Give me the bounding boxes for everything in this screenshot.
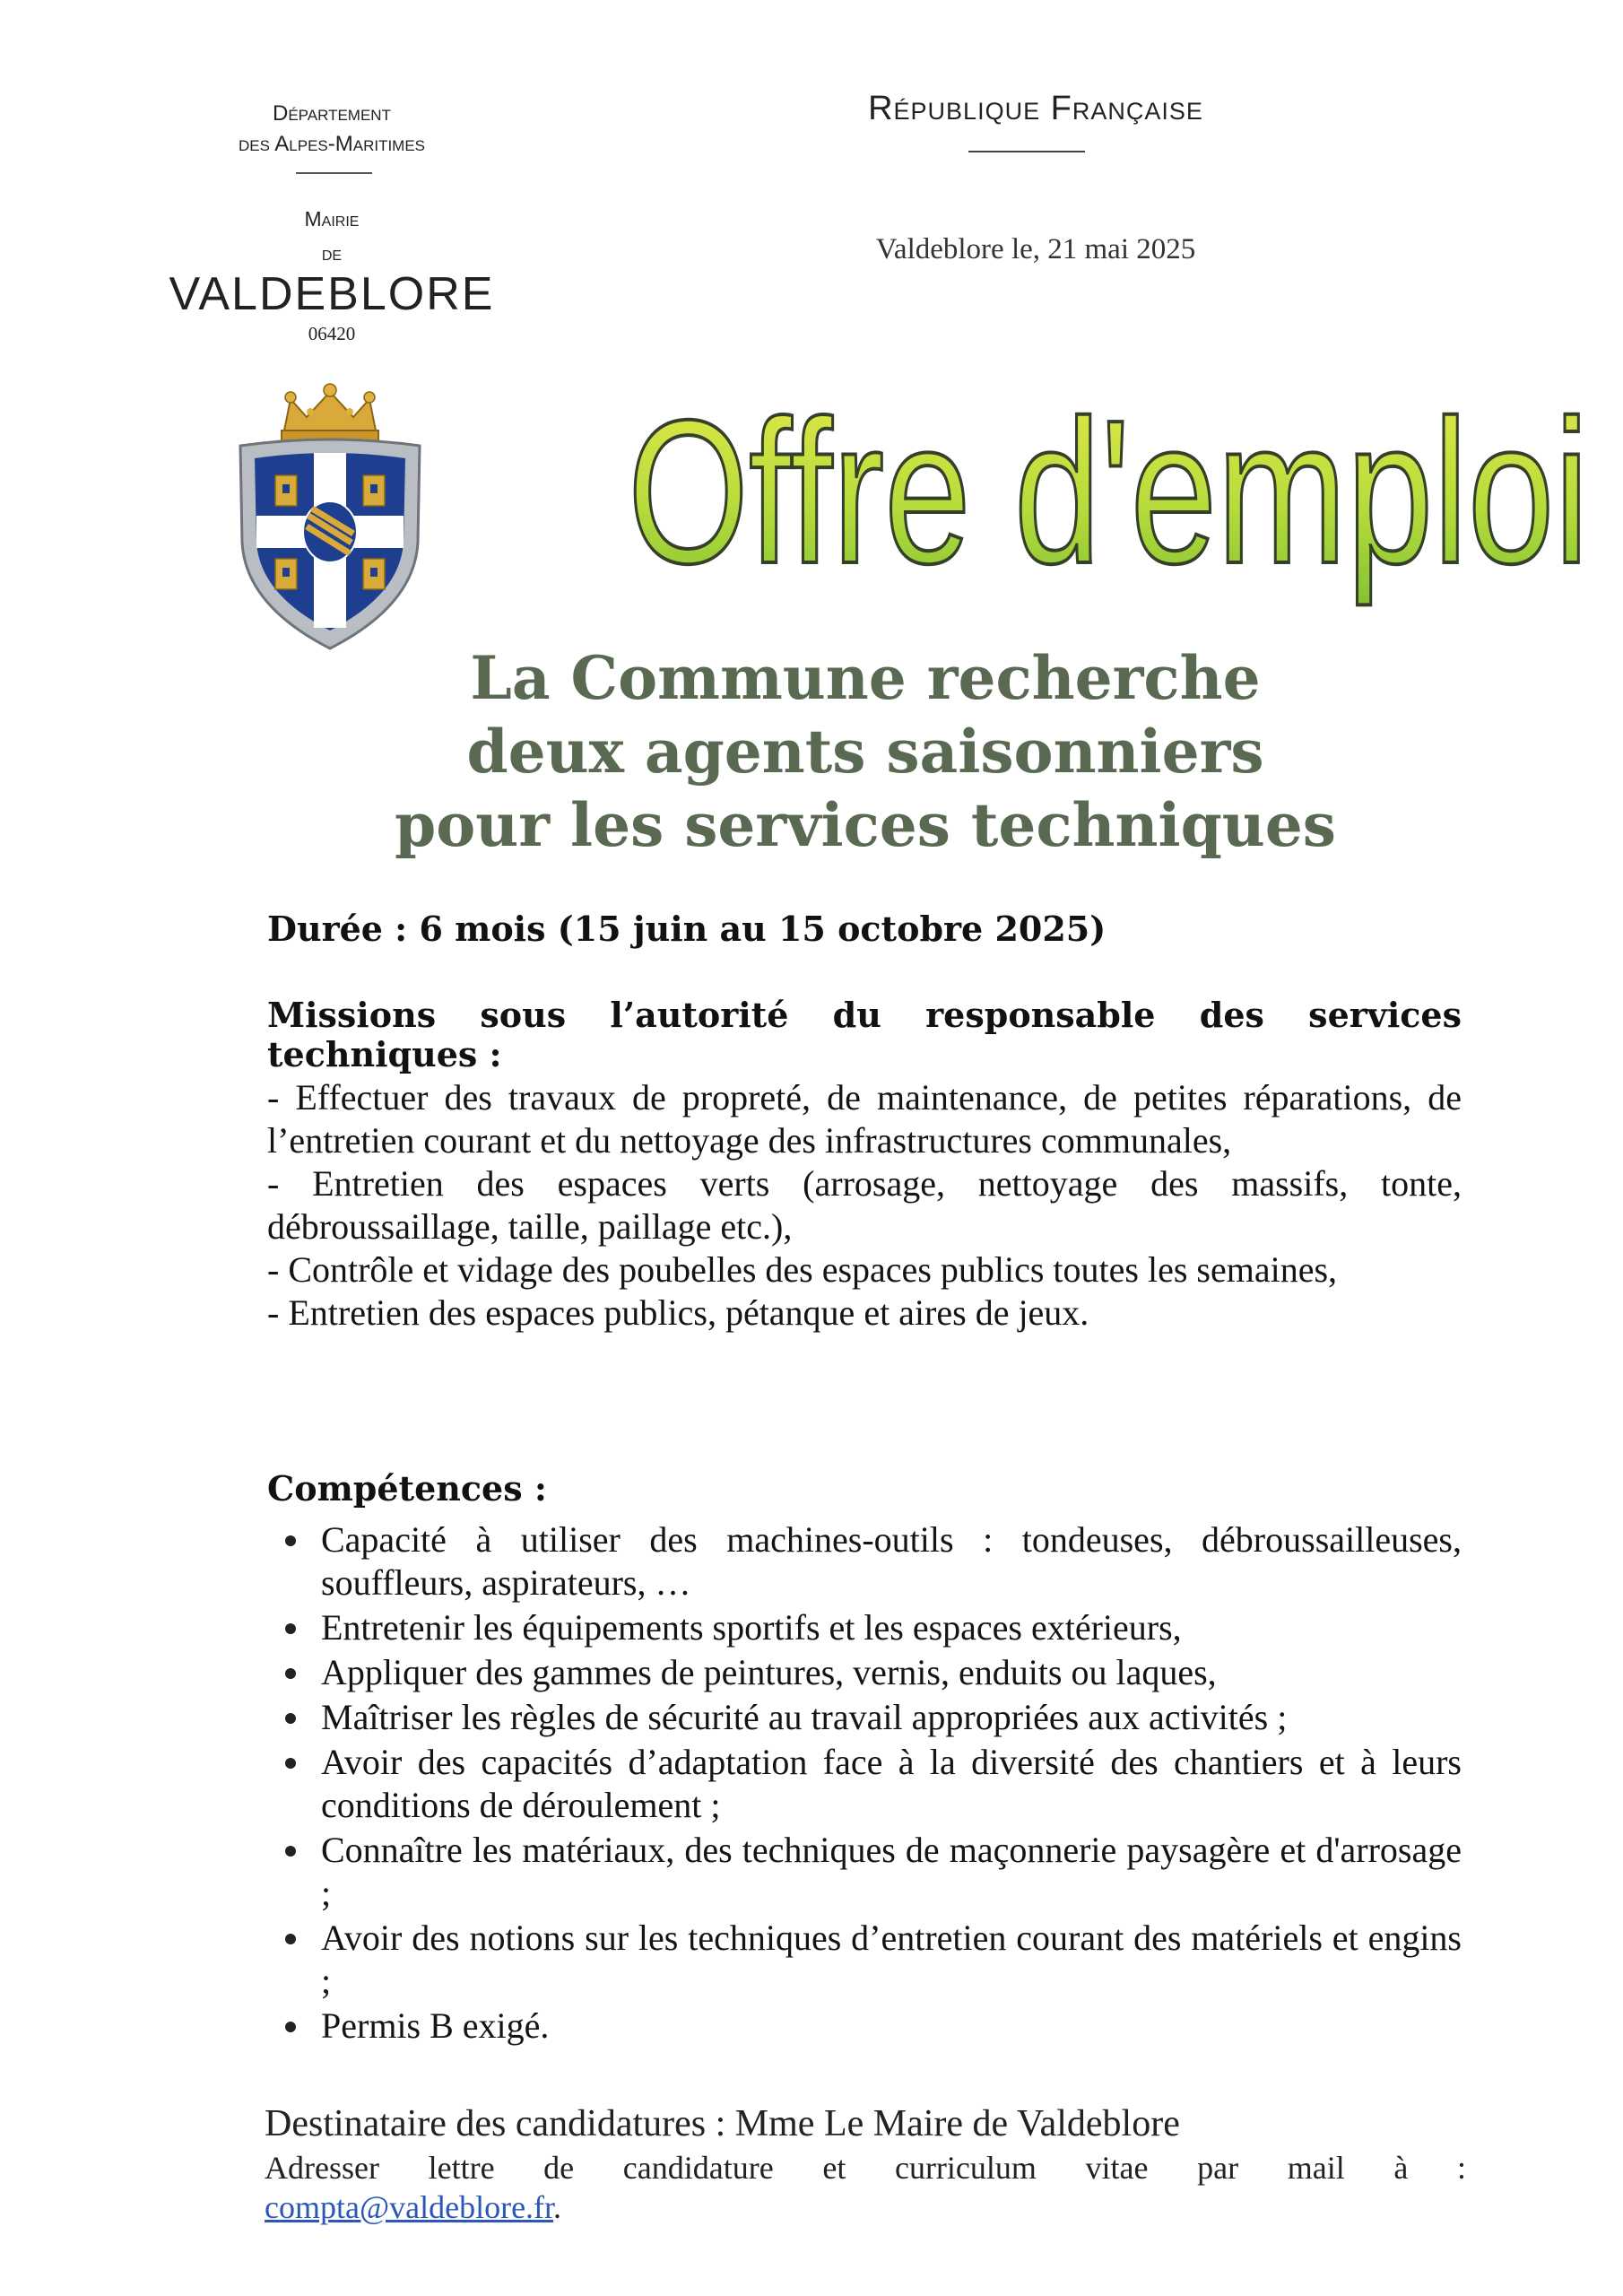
competences-heading: Compétences : [267,1468,547,1509]
list-item-text: Capacité à utiliser des machines-outils : tondeuses, débroussailleuses, souffleurs, aspirateurs, … [321,1519,1462,1603]
offer-title [610,354,1605,623]
mission-item: - Effectuer des travaux de propreté, de maintenance, de petites réparations, de l’entretien courant et du nettoyage des infrastructures communales, [267,1077,1462,1161]
list-item [267,1917,1462,2003]
department-line1: Département [273,101,391,126]
mairie-line2: de [321,241,343,265]
bullet-icon [285,1713,296,1724]
list-item-text: Entretenir les équipements sportifs et les espaces extérieurs, [321,1607,1182,1648]
mairie-line1: Mairie [304,207,360,230]
headline-line2: deux agents saisonniers [466,717,1264,787]
document-date: Valdeblore le, 21 mai 2025 [875,233,1196,265]
list-item-text: Maîtriser les règles de sécurité au travail appropriées aux activités ; [321,1697,1288,1737]
list-item [267,1741,1462,1827]
department-label [161,99,502,160]
bullet-icon [285,1934,296,1944]
missions-heading-line2: techniques : [267,1034,502,1074]
list-item-text: Permis B exigé. [321,2005,550,2046]
email-line [265,2187,1466,2227]
headline [269,641,1462,862]
email-link[interactable]: compta@valdeblore.fr [265,2189,554,2225]
list-item [267,1606,1462,1649]
bullet-icon [285,1846,296,1857]
mission-item: - Entretien des espaces publics, pétanque et aires de jeux. [267,1292,1089,1333]
mission-item: - Entretien des espaces verts (arrosage, nettoyage des massifs, tonte, débroussaillage, taille, paillage etc.), [267,1163,1462,1247]
bullet-icon [285,1535,296,1546]
list-item-text: Avoir des notions sur les techniques d’entretien courant des matériels et engins ; [321,1918,1462,2001]
competences-list [267,1518,1462,2049]
town-name: VALDEBLORE [169,268,495,320]
list-item [267,1518,1462,1605]
instructions-text: Adresser lettre de candidature et curriculum vitae par mail à : [265,2150,1466,2186]
republic-divider [968,151,1085,152]
headline-line1: La Commune recherche [470,643,1261,713]
mairie-label [161,202,502,270]
email-trailing: . [553,2189,562,2225]
headline-line3: pour les services techniques [395,790,1336,860]
application-instructions [265,2148,1466,2227]
missions-section [267,994,1462,1335]
department-line2: des Alpes-Maritimes [238,132,426,156]
list-item [267,1829,1462,1915]
recipient-line: Destinataire des candidatures : Mme Le Maire de Valdeblore [265,2103,1180,2144]
bullet-icon [285,1668,296,1679]
list-item-text: Avoir des capacités d’adaptation face à la diversité des chantiers et à leurs conditions de déroulement ; [321,1742,1462,1825]
list-item-text: Connaître les matériaux, des techniques de maçonnerie paysagère et d'arrosage ; [321,1830,1462,1913]
republic-label: République Française [868,90,1203,127]
list-item [267,1651,1462,1694]
mission-item: - Contrôle et vidage des poubelles des espaces publics toutes les semaines, [267,1249,1338,1290]
list-item [267,1696,1462,1739]
list-item-text: Appliquer des gammes de peintures, vernis, enduits ou laques, [321,1652,1217,1692]
department-divider [296,172,372,174]
list-item [267,2005,1462,2048]
postcode: 06420 [308,323,356,344]
crown-icon [282,384,378,443]
duration: Durée : 6 mois (15 juin au 15 octobre 2025) [267,909,1107,949]
missions-heading-line1: Missions sous l’autorité du responsable des services [267,995,1462,1035]
coat-of-arms-icon [235,381,425,650]
bullet-icon [285,2022,296,2032]
bullet-icon [285,1758,296,1769]
bullet-icon [285,1623,296,1634]
offer-title-text: Offre d'emploi [628,378,1589,606]
